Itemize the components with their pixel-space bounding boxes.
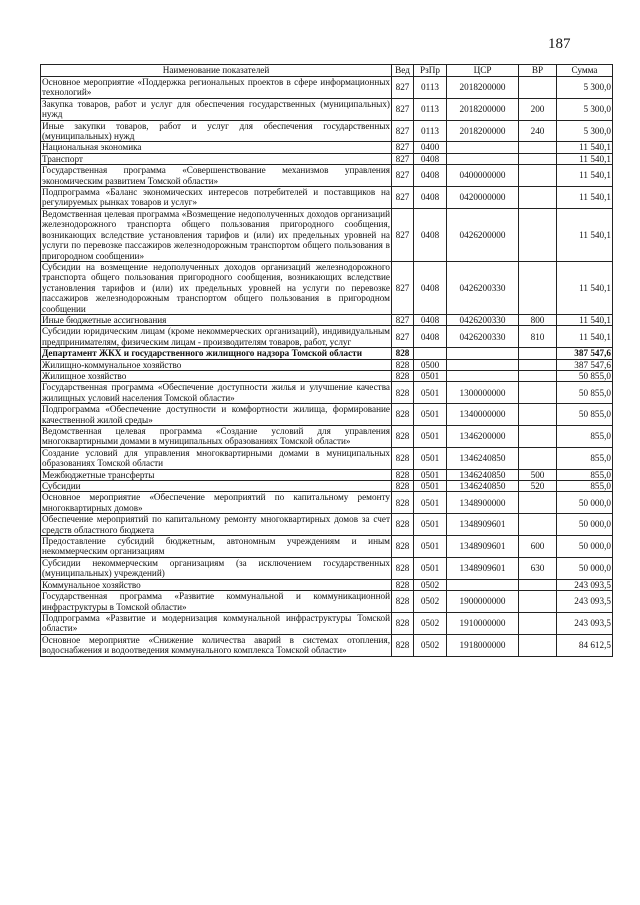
cell-ved: 828 xyxy=(392,404,414,426)
cell-ved: 827 xyxy=(392,187,414,209)
cell-vr xyxy=(519,370,557,381)
cell-ved: 827 xyxy=(392,120,414,142)
cell-name: Основное мероприятие «Снижение количества аварий в системах отопления, водоснабжения и водоотведения коммунального комплекса Томской области» xyxy=(42,634,390,656)
table-row xyxy=(41,208,613,261)
cell-name: Субсидии на возмещение недополученных доходов организаций железнодорожного транспорта общего пользования пригородного сообщения, возникающих вследствие установления тарифов и (или) их предельных уровней на услуги по перевозке пассажиров железнодорожным транспортом общего пользования в пригородном сообщении xyxy=(42,261,390,314)
table-row xyxy=(41,612,613,634)
table-row xyxy=(41,326,613,348)
cell-csr: 1348909601 xyxy=(447,557,519,579)
cell-vr: 520 xyxy=(519,481,557,492)
cell-rzpr: 0500 xyxy=(414,359,447,370)
table-row xyxy=(41,481,613,492)
table-row xyxy=(41,120,613,142)
cell-csr: 1300000000 xyxy=(447,382,519,404)
table-row xyxy=(41,591,613,613)
cell-vr: 240 xyxy=(519,120,557,142)
cell-csr: 1346200000 xyxy=(447,426,519,448)
cell-sum: 387 547,6 xyxy=(557,348,613,359)
cell-vr xyxy=(519,514,557,536)
cell-name: Ведомственная целевая программа «Возмещение недополученных доходов организаций железнодорожного транспорта общего пользования пригородного сообщения, возникающих вследствие установления тарифов и (или) их предельных уровней на услуги по перевозке пассажиров железнодорожным транспортом общего пользования в пригородном сообщении» xyxy=(42,208,390,261)
cell-csr: 1340000000 xyxy=(447,404,519,426)
table-row xyxy=(41,261,613,314)
cell-rzpr: 0501 xyxy=(414,514,447,536)
table-row xyxy=(41,634,613,656)
cell-sum: 11 540,1 xyxy=(557,261,613,314)
cell-csr: 0420000000 xyxy=(447,187,519,209)
cell-csr: 0426200330 xyxy=(447,326,519,348)
cell-vr xyxy=(519,634,557,656)
cell-name: Коммунальное хозяйство xyxy=(41,579,392,590)
cell-csr: 2018200000 xyxy=(447,98,519,120)
cell-vr xyxy=(519,492,557,514)
cell-csr: 1910000000 xyxy=(447,612,519,634)
cell-ved: 827 xyxy=(392,208,414,261)
cell-name: Подпрограмма «Развитие и модернизация коммунальной инфраструктуры Томской области» xyxy=(42,612,390,634)
cell-rzpr: 0501 xyxy=(414,557,447,579)
cell-name: Подпрограмма «Баланс экономических интересов потребителей и поставщиков на регулируемых рынках товаров и услуг» xyxy=(42,187,390,208)
cell-vr: 200 xyxy=(519,98,557,120)
cell-ved: 827 xyxy=(392,142,414,153)
cell-name: Ведомственная целевая программа «Создание условий для управления многоквартирными домами в муниципальных образованиях Томской области» xyxy=(42,426,390,447)
cell-rzpr: 0501 xyxy=(414,447,447,469)
cell-csr: 1346240850 xyxy=(447,447,519,469)
cell-rzpr: 0501 xyxy=(414,382,447,404)
cell-name: Закупка товаров, работ и услуг для обеспечения государственных (муниципальных) нужд xyxy=(42,98,390,120)
cell-vr: 600 xyxy=(519,536,557,558)
header-rzpr: РзПр xyxy=(414,65,447,77)
table-row xyxy=(41,447,613,469)
table-row xyxy=(41,370,613,381)
cell-name: Государственная программа «Развитие коммунальной и коммуникационной инфраструктуры в Томской области» xyxy=(42,591,390,612)
cell-ved: 828 xyxy=(392,492,414,514)
table-row xyxy=(41,348,613,359)
table-row xyxy=(41,492,613,514)
cell-csr xyxy=(447,579,519,590)
cell-rzpr: 0502 xyxy=(414,579,447,590)
table-row xyxy=(41,153,613,164)
cell-vr xyxy=(519,447,557,469)
table-row xyxy=(41,77,613,99)
cell-name: Создание условий для управления многоквартирными домами в муниципальных образованиях Томской области xyxy=(42,447,390,469)
cell-rzpr: 0408 xyxy=(414,153,447,164)
cell-rzpr: 0113 xyxy=(414,98,447,120)
cell-csr xyxy=(447,359,519,370)
cell-rzpr: 0408 xyxy=(414,261,447,314)
cell-sum: 50 855,0 xyxy=(557,370,613,381)
header-ved: Вед xyxy=(392,65,414,77)
cell-name: Основное мероприятие «Обеспечение мероприятий по капитальному ремонту многоквартирных домов» xyxy=(42,492,390,513)
cell-sum: 11 540,1 xyxy=(557,153,613,164)
cell-vr xyxy=(519,359,557,370)
budget-table xyxy=(40,64,613,657)
cell-csr: 1348909601 xyxy=(447,514,519,536)
table-row xyxy=(41,514,613,536)
cell-ved: 828 xyxy=(392,634,414,656)
table-row xyxy=(41,314,613,325)
cell-name: Жилищно-коммунальное хозяйство xyxy=(41,359,392,370)
cell-sum: 50 855,0 xyxy=(557,382,613,404)
cell-sum: 11 540,1 xyxy=(557,326,613,348)
cell-ved: 827 xyxy=(392,98,414,120)
cell-csr: 2018200000 xyxy=(447,120,519,142)
cell-ved: 828 xyxy=(392,447,414,469)
cell-rzpr: 0501 xyxy=(414,536,447,558)
cell-vr xyxy=(519,612,557,634)
table-row xyxy=(41,187,613,209)
cell-ved: 828 xyxy=(392,469,414,480)
cell-csr: 1900000000 xyxy=(447,591,519,613)
cell-sum: 855,0 xyxy=(557,481,613,492)
cell-name: Межбюджетные трансферты xyxy=(41,469,392,480)
cell-sum: 11 540,1 xyxy=(557,314,613,325)
cell-sum: 855,0 xyxy=(557,426,613,448)
table-row xyxy=(41,359,613,370)
table-row xyxy=(41,426,613,448)
cell-sum: 855,0 xyxy=(557,469,613,480)
cell-ved: 828 xyxy=(392,514,414,536)
cell-name: Субсидии юридическим лицам (кроме некоммерческих организаций), индивидуальным предпринимателям, физическим лицам - производителям товаров, работ, услуг xyxy=(42,326,390,347)
cell-vr xyxy=(519,165,557,187)
cell-vr xyxy=(519,348,557,359)
cell-name: Департамент ЖКХ и государственного жилищного надзора Томской области xyxy=(41,348,392,359)
table-row xyxy=(41,557,613,579)
header-sum: Сумма xyxy=(557,65,613,77)
cell-csr: 1348900000 xyxy=(447,492,519,514)
cell-vr xyxy=(519,426,557,448)
cell-name: Основное мероприятие «Поддержка региональных проектов в сфере информационных технологий» xyxy=(42,77,390,98)
cell-ved: 828 xyxy=(392,612,414,634)
cell-ved: 827 xyxy=(392,326,414,348)
cell-vr xyxy=(519,77,557,99)
cell-rzpr: 0408 xyxy=(414,314,447,325)
cell-rzpr: 0408 xyxy=(414,165,447,187)
header-vr: ВР xyxy=(519,65,557,77)
cell-rzpr: 0408 xyxy=(414,326,447,348)
table-row xyxy=(41,142,613,153)
cell-rzpr xyxy=(414,348,447,359)
cell-sum: 855,0 xyxy=(557,447,613,469)
cell-csr xyxy=(447,370,519,381)
cell-name: Иные закупки товаров, работ и услуг для обеспечения государственных (муниципальных) нужд xyxy=(42,120,390,142)
cell-csr: 0426200000 xyxy=(447,208,519,261)
cell-rzpr: 0408 xyxy=(414,187,447,209)
page-number: 187 xyxy=(548,36,571,52)
table-row xyxy=(41,382,613,404)
cell-ved: 828 xyxy=(392,579,414,590)
cell-ved: 827 xyxy=(392,261,414,314)
cell-ved: 828 xyxy=(392,536,414,558)
cell-sum: 5 300,0 xyxy=(557,77,613,99)
cell-ved: 828 xyxy=(392,426,414,448)
cell-csr: 1346240850 xyxy=(447,469,519,480)
cell-csr: 1346240850 xyxy=(447,481,519,492)
cell-rzpr: 0501 xyxy=(414,404,447,426)
cell-sum: 50 000,0 xyxy=(557,514,613,536)
cell-vr xyxy=(519,187,557,209)
cell-ved: 827 xyxy=(392,153,414,164)
cell-sum: 243 093,5 xyxy=(557,612,613,634)
cell-name: Государственная программа «Обеспечение доступности жилья и улучшение качества жилищных условий населения Томской области» xyxy=(42,382,390,403)
table-row xyxy=(41,404,613,426)
cell-vr xyxy=(519,208,557,261)
cell-vr xyxy=(519,579,557,590)
cell-vr: 500 xyxy=(519,469,557,480)
cell-sum: 243 093,5 xyxy=(557,579,613,590)
cell-csr xyxy=(447,142,519,153)
cell-csr: 0426200330 xyxy=(447,261,519,314)
table-row xyxy=(41,165,613,187)
cell-sum: 5 300,0 xyxy=(557,98,613,120)
cell-ved: 828 xyxy=(392,348,414,359)
cell-name: Транспорт xyxy=(41,153,392,164)
header-name: Наименование показателей xyxy=(41,65,392,77)
cell-csr: 2018200000 xyxy=(447,77,519,99)
cell-csr: 1918000000 xyxy=(447,634,519,656)
cell-name: Национальная экономика xyxy=(41,142,392,153)
cell-vr: 800 xyxy=(519,314,557,325)
cell-sum: 50 000,0 xyxy=(557,536,613,558)
table-row xyxy=(41,579,613,590)
cell-rzpr: 0502 xyxy=(414,612,447,634)
cell-rzpr: 0501 xyxy=(414,370,447,381)
cell-sum: 11 540,1 xyxy=(557,187,613,209)
table-row xyxy=(41,536,613,558)
cell-sum: 243 093,5 xyxy=(557,591,613,613)
cell-rzpr: 0502 xyxy=(414,591,447,613)
table-row xyxy=(41,469,613,480)
cell-name: Предоставление субсидий бюджетным, автономным учреждениям и иным некоммерческим организациям xyxy=(42,536,390,557)
cell-vr xyxy=(519,153,557,164)
cell-rzpr: 0113 xyxy=(414,77,447,99)
cell-name: Обеспечение мероприятий по капитальному ремонту многоквартирных домов за счет средств областного бюджета xyxy=(42,514,390,535)
cell-csr xyxy=(447,153,519,164)
cell-csr xyxy=(447,348,519,359)
cell-name: Субсидии некоммерческим организациям (за исключением государственных (муниципальных) учреждений) xyxy=(42,557,390,579)
table-row xyxy=(41,98,613,120)
cell-rzpr: 0408 xyxy=(414,208,447,261)
cell-ved: 828 xyxy=(392,481,414,492)
cell-sum: 387 547,6 xyxy=(557,359,613,370)
table-header-row xyxy=(41,65,613,77)
cell-csr: 0400000000 xyxy=(447,165,519,187)
cell-sum: 50 000,0 xyxy=(557,557,613,579)
cell-vr: 810 xyxy=(519,326,557,348)
cell-sum: 50 855,0 xyxy=(557,404,613,426)
cell-sum: 84 612,5 xyxy=(557,634,613,656)
cell-sum: 5 300,0 xyxy=(557,120,613,142)
cell-name: Подпрограмма «Обеспечение доступности и комфортности жилища, формирование качественной жилой среды» xyxy=(42,404,390,425)
cell-vr: 630 xyxy=(519,557,557,579)
cell-ved: 828 xyxy=(392,359,414,370)
cell-sum: 50 000,0 xyxy=(557,492,613,514)
cell-rzpr: 0502 xyxy=(414,634,447,656)
cell-ved: 827 xyxy=(392,77,414,99)
cell-name: Субсидии xyxy=(41,481,392,492)
cell-ved: 828 xyxy=(392,557,414,579)
cell-vr xyxy=(519,404,557,426)
cell-ved: 827 xyxy=(392,314,414,325)
cell-rzpr: 0501 xyxy=(414,492,447,514)
cell-vr xyxy=(519,591,557,613)
cell-ved: 827 xyxy=(392,165,414,187)
cell-sum: 11 540,1 xyxy=(557,142,613,153)
cell-vr xyxy=(519,261,557,314)
cell-csr: 0426200330 xyxy=(447,314,519,325)
cell-ved: 828 xyxy=(392,382,414,404)
cell-vr xyxy=(519,142,557,153)
cell-rzpr: 0113 xyxy=(414,120,447,142)
cell-vr xyxy=(519,382,557,404)
cell-sum: 11 540,1 xyxy=(557,165,613,187)
cell-name: Жилищное хозяйство xyxy=(41,370,392,381)
cell-rzpr: 0501 xyxy=(414,426,447,448)
cell-csr: 1348909601 xyxy=(447,536,519,558)
cell-sum: 11 540,1 xyxy=(557,208,613,261)
cell-name: Иные бюджетные ассигнования xyxy=(41,314,392,325)
cell-name: Государственная программа «Совершенствование механизмов управления экономическим развитием Томской области» xyxy=(42,165,390,186)
cell-ved: 828 xyxy=(392,591,414,613)
cell-rzpr: 0501 xyxy=(414,469,447,480)
cell-rzpr: 0400 xyxy=(414,142,447,153)
cell-rzpr: 0501 xyxy=(414,481,447,492)
header-csr: ЦСР xyxy=(447,65,519,77)
cell-ved: 828 xyxy=(392,370,414,381)
